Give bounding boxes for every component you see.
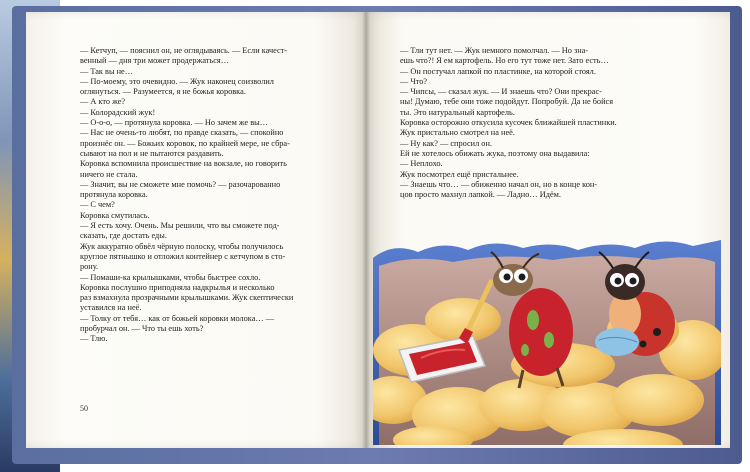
text-line: ны! Думаю, тебе они тоже подойдут. Попробуй. Да не бойся <box>400 97 614 107</box>
left-page-text <box>80 46 360 345</box>
text-line: — Неплохо. <box>400 159 443 169</box>
text-line: круглое пятнышко и отложил контейнер с кетчупом в сто- <box>80 251 286 261</box>
text-line: Жук посмотрел ещё пристальнее. <box>400 169 519 179</box>
text-line: пробурчал он. — Что ты ешь хоть? <box>80 324 204 334</box>
text-line: Коровка послушно приподняла надкрылья и несколько <box>80 282 275 292</box>
text-line: ты. Это натуральный картофель. <box>400 107 515 117</box>
text-line: — Кетчуп, — пояснил он, не оглядываясь. — Если качест- <box>80 46 288 55</box>
text-line: ничего не стала. <box>80 169 138 179</box>
text-line: — Толку от тебя… как от божьей коровки молока… — <box>80 313 275 323</box>
text-line: Коровка вспомнила происшествие на вокзале, но говорить <box>80 159 287 169</box>
illustration-beetles-on-chips <box>373 240 721 445</box>
text-line: рону. <box>80 262 99 272</box>
text-line: — Значит, вы не сможете мне помочь? — разочарованно <box>80 179 281 189</box>
text-line: — Помаши-ка крылышками, чтобы быстрее сохло. <box>80 272 261 282</box>
text-line: оглянуться. — Разумеется, я не божья коровка. <box>80 87 246 97</box>
text-line: цов просто махнул лапкой. — Ладно… Идём. <box>400 190 561 200</box>
page-number: 50 <box>80 404 88 413</box>
right-page-text <box>400 46 710 200</box>
book-spine-gutter <box>362 12 370 448</box>
text-line: — Нас не очень-то любят, по правде сказать, — спокойно <box>80 128 284 138</box>
text-line: — Тлю. <box>80 334 108 344</box>
text-line: Ей не хотелось обижать жука, поэтому она выдавила: <box>400 148 590 158</box>
text-line: Жук пристально смотрел на неё. <box>400 128 515 138</box>
text-line: Жук аккуратно обвёл чёрную полоску, чтобы получилось <box>80 241 284 251</box>
text-line: — О-о-о, — протянула коровка. — Но зачем же вы… <box>80 118 269 128</box>
text-line: протянула коровка. <box>80 190 148 200</box>
text-line: сывают на пол и не пытаются раздавить. <box>80 148 224 158</box>
text-line: — По-моему, это очевидно. — Жук наконец соизволил <box>80 76 274 86</box>
text-line: сказать, где достать еды. <box>80 231 167 241</box>
text-line: венный — дня три может продержаться… <box>80 56 229 66</box>
text-line: — Так вы не… <box>80 66 134 76</box>
text-line: — Он постучал лапкой по пластинке, на которой стоял. <box>400 66 596 76</box>
text-line: произнёс он. — Божьих коровок, по крайней мере, не сбра- <box>80 138 290 148</box>
text-line: Коровка смутилась. <box>80 210 150 220</box>
text-line: раз взмахнула прозрачными крылышками. Жук скептически <box>80 293 294 303</box>
text-line: — Ну как? — спросил он. <box>400 138 492 148</box>
text-line: — Знаешь что… — обиженно начал он, но в конце кон- <box>400 179 598 189</box>
text-line: Коровка осторожно откусила кусочек ближайшей пластинки. <box>400 118 617 128</box>
text-line: — Что? <box>400 76 428 86</box>
text-line: ешь что?! Я ем картофель. Но его тут тоже нет. Зато есть… <box>400 56 609 66</box>
text-line: — Тли тут нет. — Жук немного помолчал. — Но зна- <box>400 46 589 55</box>
text-line: — Я есть хочу. Очень. Мы решили, что вы сможете под- <box>80 221 280 231</box>
text-line: — Колорадский жук! <box>80 107 156 117</box>
text-line: — Чипсы, — сказал жук. — И знаешь что? Они прекрас- <box>400 87 602 97</box>
text-line: — А кто же? <box>80 97 126 107</box>
text-line: уставился на неё. <box>80 303 142 313</box>
text-line: — С чем? <box>80 200 115 210</box>
